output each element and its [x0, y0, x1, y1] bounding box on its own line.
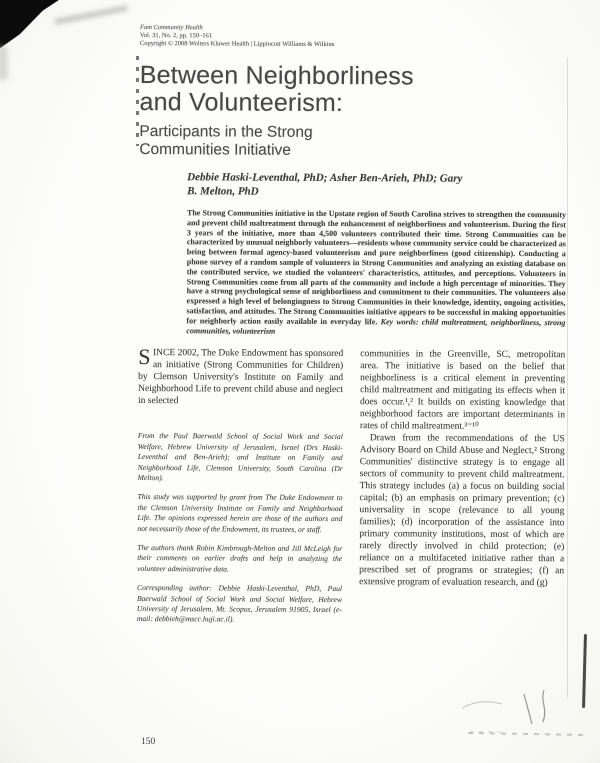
subtitle-line-1: Participants in the Strong — [139, 122, 313, 141]
title-line-1: Between Neighborliness — [139, 60, 414, 91]
scan-streak — [54, 5, 128, 25]
body-paragraph: communities in the Greenville, SC, metropolitan area. The initiative is based on the belief that neighborliness is a critical element in preventing child maltreatment and mitigating its effects when it does occur.¹,² It builds on existing knowledge that neighborhood factors are important determinants in rates of child maltreatment.³⁻¹⁰ — [359, 349, 566, 433]
journal-name: Fam Community Health — [139, 24, 203, 32]
abstract-text: The Strong Communities initiative in the Upstate region of South Carolina strives to strengthen the community and prevent child maltreatment through the enhancement of neighborliness and volunteerism. During the first 3 years of the initiative, more than 4,500 volunteers contributed their time. Strong Communities can be characterized by unusual neighborly volunteers—residents whose community service could be characterized as being between formal agency-based volunteerism and pure neighborliness (good citizenship). Conducting a phone survey of a random sample of volunteers in Strong Communities and analyzing an existing database on the contributed service, we studied the volunteers' characteristics, attitudes, and perceptions. Volunteers in Strong Communities come from all parts of the community and include a high percentage of minorities. They have a strong psychological sense of neighborliness and commitment to their communities. The volunteers also expressed a high level of belongingness to Strong Communities in their knowledge, identity, ongoing activities, satisfaction, and attitudes. The Strong Communities initiative appears to be successful in making opportunities for neighborly action easily available in everyday life. — [186, 208, 567, 327]
footnote-corresponding-author: Corresponding author: Debbie Haski-Leventhal, PhD, Paul Baerwald School of Social Work and Social Welfare, Hebrew University of Jerusalem, Mt. Scopus, Jerusalem 91905, Israel (e-mail: debbieh@mscc.huji.ac.il). — [136, 583, 343, 624]
body-paragraph: Drawn from the recommendations of the US Advisory Board on Child Abuse and Neglect,² Strong Communities' distinctive strategy is to engage all sectors of community to prevent child maltreatment. This strategy includes (a) a focus on building social capital; (b) an emphasis on primary prevention; (c) universality in scope (relevance to all young families); (d) incorporation of the assistance into primary community institutions, most of which are rarely directly involved in child protection; (e) reliance on a multifaceted initiative rather than a prescribed set of programs or strategies; (f) an extensive program of evaluation research, and (g) — [359, 433, 565, 589]
opening-paragraph-text: INCE 2002, The Duke Endowment has sponsored an initiative (Strong Communities for Children) by Clemson University's Institute on Family and Neighborhood Life to prevent child abuse and neglect in selected — [137, 348, 344, 407]
pencil-scribble — [452, 678, 592, 756]
scan-smudge — [0, 46, 7, 80]
title-line-2: and Volunteerism: — [139, 87, 344, 118]
article-title — [140, 62, 567, 118]
right-column — [359, 349, 565, 637]
journal-issue-info: Vol. 31, No. 2, pp. 150–161 — [139, 31, 213, 40]
footnote-acknowledgments: The authors thank Robin Kimbrough-Melton and Jill McLeigh for their comments on earlier drafts and help in analyzing the volunteer administrative data. — [137, 543, 343, 574]
footnote-affiliations: From the Paul Baerwald School of Social Work and Social Welfare, Hebrew University of Jerusalem, Israel (Drs Haski-Leventhal and Ben-Arieh); and Institute on Family and Neighborhood Life, Clemson University, South Carolina (Dr Melton). — [137, 431, 343, 483]
left-column — [136, 344, 344, 635]
scan-corner-blob — [0, 0, 78, 54]
footnotes — [137, 431, 343, 626]
keywords-label: Key words: — [377, 317, 422, 327]
journal-header — [140, 24, 567, 50]
journal-copyright: Copyright © 2008 Wolters Kluwer Health | Lippincott Williams & Wilkins — [139, 39, 335, 49]
title-block — [139, 62, 566, 160]
drop-cap: S — [138, 344, 151, 370]
keywords-list: child maltreatment, neighborliness, strong communities, volunteerism — [186, 317, 566, 336]
article-page — [137, 24, 567, 636]
article-subtitle — [139, 123, 566, 160]
body-columns — [136, 344, 566, 636]
abstract — [186, 208, 566, 337]
footnote-funding: This study was supported by grant from The Duke Endowment to the Clemson University Institute on Family and Neighborhood Life. The opinions expressed herein are those of the authors and not necessarily those of the Endowment, its trustees, or staff. — [137, 492, 343, 534]
subtitle-line-2: Communities Initiative — [139, 140, 291, 159]
page-crease — [567, 58, 568, 698]
author-byline: Debbie Haski-Leventhal, PhD; Asher Ben-Arieh, PhD; Gary B. Melton, PhD — [187, 171, 463, 198]
opening-paragraph — [137, 344, 344, 408]
page-number: 150 — [141, 737, 156, 747]
